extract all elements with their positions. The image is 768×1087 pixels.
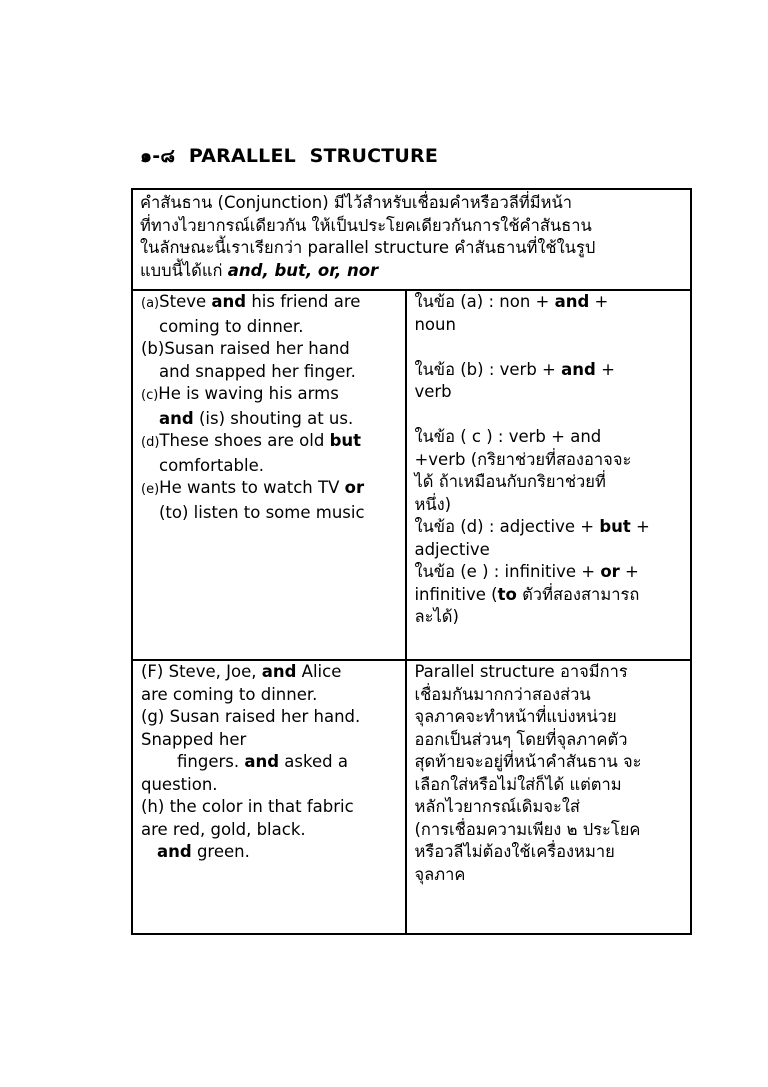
note-c-cont: ได้ ถ้าเหมือนกับกริยาช่วยที่ [414, 472, 606, 491]
note-line: สุดท้ายจะอยู่ที่หน้าคำสันธาน จะ [414, 752, 642, 771]
example-a-cont: coming to dinner. [159, 316, 304, 336]
example-f: (F) Steve, Joe, and Alice [141, 662, 342, 681]
note-line: ออกเป็นส่วนๆ โดยที่จุลภาคตัว [414, 729, 628, 749]
section-title: ๑-๘ PARALLEL STRUCTURE [140, 145, 439, 167]
intro-row [132, 189, 691, 290]
examples-cell [132, 290, 406, 660]
example-d: (d)These shoes are old but [141, 431, 362, 450]
example-g-cont: Snapped her [141, 729, 247, 749]
example-d-cont: comfortable. [159, 455, 264, 475]
notes-cell [406, 290, 691, 660]
spacer [414, 404, 684, 427]
example-g-cont: question. [141, 774, 218, 794]
note-d: ในข้อ (d) : adjective + but + [414, 517, 650, 536]
note-e-cont: ละได้) [414, 607, 459, 626]
parallel-structure-table [131, 188, 692, 935]
note-c-cont: หนึ่ง) [414, 494, 452, 514]
note-line: จุลภาค [414, 864, 466, 884]
intro-last-prefix: แบบนี้ได้แก่ [140, 260, 228, 280]
note-line: เชื่อมกันมากกว่าสองส่วน [414, 684, 591, 704]
note-b-cont: verb [414, 382, 452, 401]
example-c: (c)He is waving his arms [141, 384, 339, 403]
note-c: ในข้อ ( c ) : verb + and [414, 427, 602, 446]
examples-cell-2 [132, 660, 406, 934]
intro-line: ที่ทางไวยากรณ์เดียวกัน ให้เป็นประโยคเดียวกันการใช้คำสันธาน [140, 215, 592, 235]
example-h-cont: and green. [157, 842, 250, 861]
spacer [414, 336, 684, 359]
note-c-cont: +verb (กริยาช่วยที่สองอาจจะ [414, 449, 632, 469]
example-e: (e)He wants to watch TV or [141, 478, 365, 497]
note-line: (การเชื่อมความเพียง ๒ ประโยค [414, 819, 641, 839]
example-h: (h) the color in that fabric [141, 797, 354, 816]
note-e-cont: infinitive (to ตัวที่สองสามารถ [414, 584, 640, 604]
conjunction-list: and, but, or, nor [227, 260, 379, 280]
note-line: Parallel structure อาจมีการ [414, 662, 628, 681]
example-e-cont: (to) listen to some music [159, 502, 365, 522]
example-c-cont: and (is) shouting at us. [159, 408, 354, 428]
note-line: เลือกใส่หรือไม่ใส่ก็ได้ แต่ตาม [414, 774, 622, 794]
example-f-cont: are coming to dinner. [141, 684, 318, 704]
note-a: ในข้อ (a) : non + and + [414, 292, 609, 311]
intro-line [140, 260, 684, 283]
intro-line: คำสันธาน (Conjunction) มีไว้สำหรับเชื่อมคำหรือวลีที่มีหน้า [140, 193, 572, 212]
example-a: (a)Steve and his friend are [141, 292, 361, 311]
note-b: ในข้อ (b) : verb + and + [414, 359, 615, 379]
example-h-cont: are red, gold, black. [141, 819, 306, 839]
examples-row-1 [132, 290, 691, 660]
note-line: หรือวลีไม่ต้องใช้เครื่องหมาย [414, 842, 615, 861]
intro-line: ในลักษณะนี้เราเรียกว่า parallel structure คำสันธานที่ใช้ในรูป [140, 238, 596, 257]
example-b: (b)Susan raised her hand [141, 339, 350, 358]
note-line: จุลภาคจะทำหน้าที่แบ่งหน่วย [414, 707, 617, 726]
notes-cell-2 [406, 660, 691, 934]
intro-cell [132, 189, 691, 290]
examples-row-2 [132, 660, 691, 934]
example-g-cont: fingers. and asked a [177, 752, 348, 771]
example-g: (g) Susan raised her hand. [141, 707, 361, 726]
example-b-cont: and snapped her finger. [159, 361, 356, 381]
note-e: ในข้อ (e ) : infinitive + or + [414, 562, 639, 581]
note-d-cont: adjective [414, 539, 490, 559]
note-a-cont: noun [414, 314, 456, 334]
note-line: หลักไวยากรณ์เดิมจะใส่ [414, 797, 580, 816]
